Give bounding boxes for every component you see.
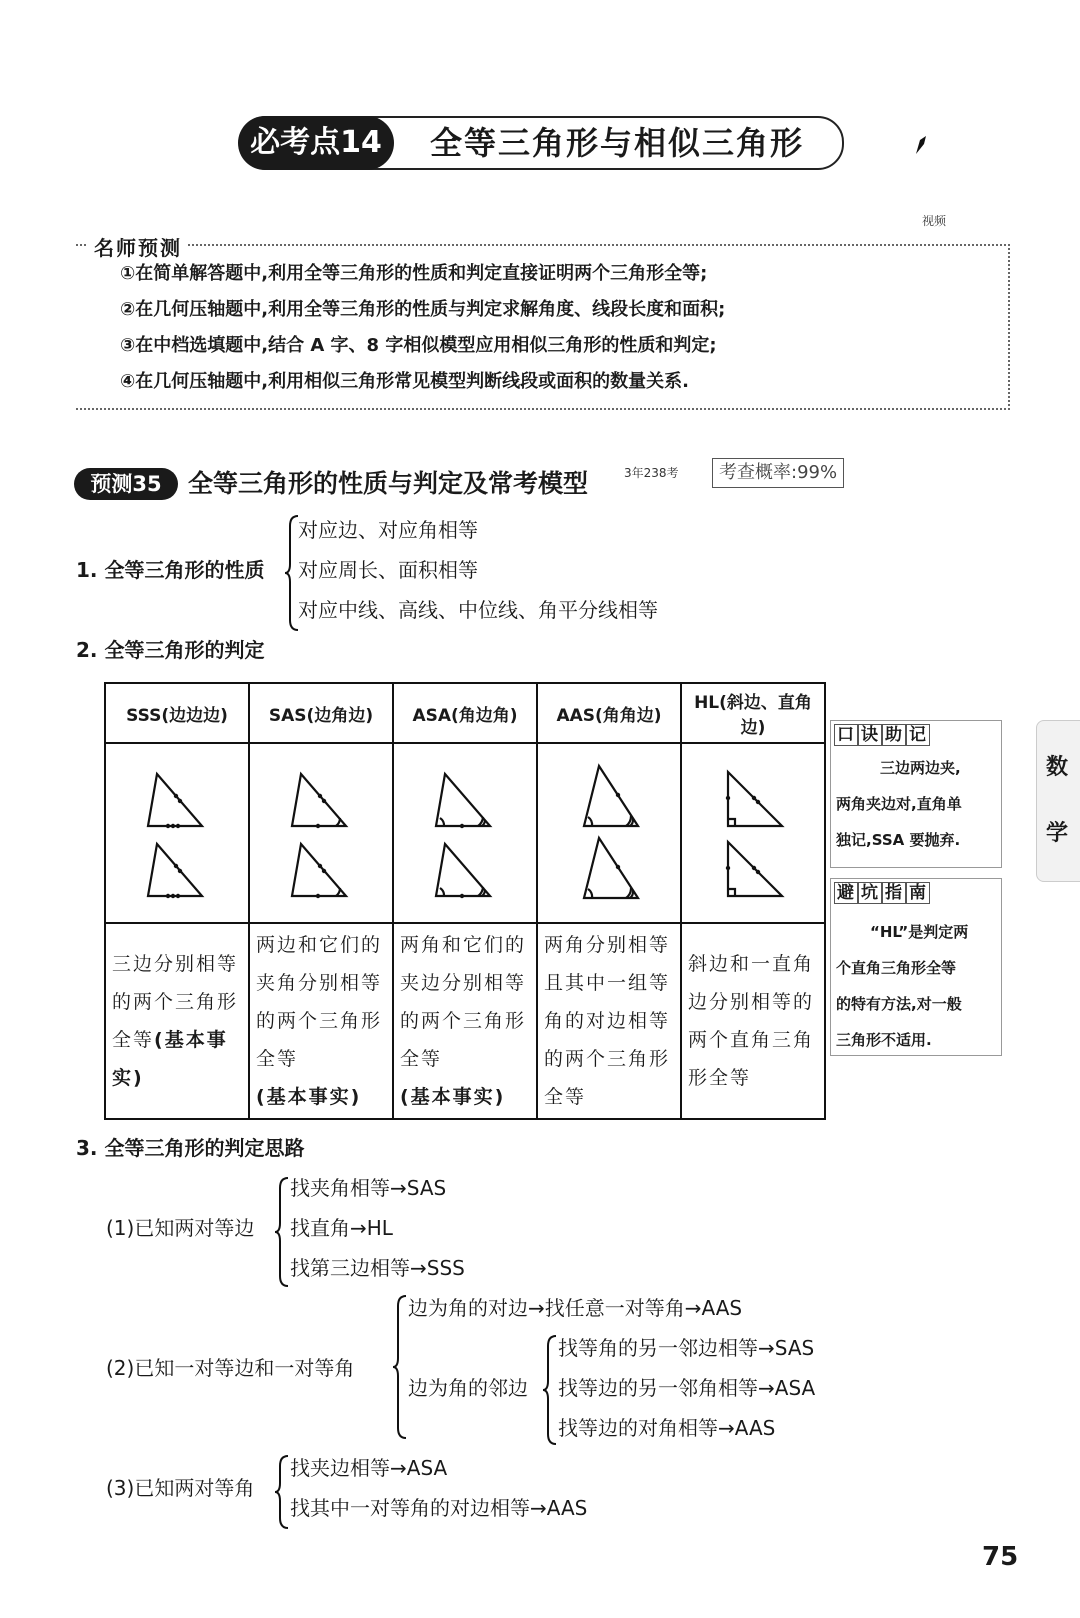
hl-text: 斜边和一直角边分别相等的两个直角三角形全等 [688, 953, 815, 1089]
aas-description [537, 923, 681, 1119]
section-exam-count: 3年238考 [624, 466, 679, 480]
video-label[interactable]: 视频 [922, 214, 947, 228]
case3-branch-2: 找其中一对等角的对边相等→AAS [290, 1496, 588, 1520]
prediction-item-3: ③在中档选填题中,结合 A 字、8 字相似模型应用相似三角形的性质和判定; [120, 335, 717, 356]
pitfall-tag-char: 指 [882, 882, 906, 904]
pitfall-line-2: 个直角三角形全等 [836, 959, 957, 977]
header-sss: SSS(边边边) [105, 683, 249, 743]
aas-text: 两角分别相等且其中一组等角的对边相等的两个三角形全等 [544, 934, 671, 1108]
memo-line-1: 三边两边夹, [880, 759, 961, 777]
item3-label: 3. 全等三角形的判定思路 [76, 1136, 305, 1160]
section-probability: 考查概率:99% [712, 458, 844, 488]
case1-branch-1: 找夹角相等→SAS [290, 1176, 447, 1200]
section-title: 全等三角形的性质与判定及常考模型 [188, 469, 589, 498]
asa-triangles-diagram [400, 746, 530, 916]
prediction-item-1: ①在简单解答题中,利用全等三角形的性质和判定直接证明两个三角形全等; [120, 263, 708, 284]
case2-adjacent-label: 边为角的邻边 [408, 1376, 528, 1400]
memo-line-3: 独记,SSA 要抛弃. [836, 831, 961, 849]
hl-figures [681, 743, 825, 923]
case1-label: (1)已知两对等边 [106, 1216, 255, 1240]
subject-tab[interactable] [1036, 720, 1080, 882]
header-badge: 必考点14 [238, 116, 394, 170]
case2-opposite: 边为角的对边→找任意一对等角→AAS [408, 1296, 743, 1320]
case1-brace [274, 1176, 290, 1288]
prediction-tag: 名师预测 [88, 232, 188, 261]
pitfall-tag [834, 878, 930, 903]
memo-line-2: 两角夹边对,直角单 [836, 795, 962, 813]
sss-triangles-diagram [112, 746, 242, 916]
aas-triangles-diagram [544, 746, 674, 916]
subject-char-2: 学 [1046, 821, 1069, 846]
prediction-item-2: ②在几何压轴题中,利用全等三角形的性质与判定求解角度、线段长度和面积; [120, 299, 726, 320]
sss-description [105, 923, 249, 1119]
header-sas: SAS(边角边) [249, 683, 393, 743]
memo-tag-char: 诀 [858, 724, 882, 746]
asa-description [393, 923, 537, 1119]
hl-triangles-diagram [688, 746, 818, 916]
pen-icon [912, 132, 932, 156]
sas-figures [249, 743, 393, 923]
sas-triangles-diagram [256, 746, 386, 916]
item1-branch-1: 对应边、对应角相等 [298, 518, 478, 542]
page-title: 全等三角形与相似三角形 [430, 124, 805, 162]
hl-description [681, 923, 825, 1119]
case2-adjacent-branch-3: 找等边的对角相等→AAS [558, 1416, 776, 1440]
item1-branch-2: 对应周长、面积相等 [298, 558, 478, 582]
case2-adjacent-branch-1: 找等角的另一邻边相等→SAS [558, 1336, 815, 1360]
sas-extra: (基本事实) [256, 1086, 362, 1108]
case2-adjacent-brace [542, 1334, 558, 1446]
memo-tag-char: 口 [834, 724, 858, 746]
item1-label: 1. 全等三角形的性质 [76, 558, 265, 582]
header-hl: HL(斜边、直角边) [681, 683, 825, 743]
section-badge: 预测35 [74, 468, 178, 500]
pitfall-line-4: 三角形不适用. [836, 1031, 932, 1049]
case3-brace [274, 1454, 290, 1530]
header-asa: ASA(角边角) [393, 683, 537, 743]
congruence-criteria-table [104, 682, 826, 1120]
item2-label: 2. 全等三角形的判定 [76, 638, 265, 662]
memo-tag [834, 720, 930, 745]
sss-text: 三边分别相等的两个三角形全等 [112, 953, 239, 1051]
asa-extra: (基本事实) [400, 1086, 506, 1108]
memo-tag-char: 记 [906, 724, 930, 746]
pitfall-tag-char: 避 [834, 882, 858, 904]
asa-figures [393, 743, 537, 923]
case3-label: (3)已知两对等角 [106, 1476, 255, 1500]
pitfall-line-1: “HL”是判定两 [870, 923, 969, 941]
prediction-item-4: ④在几何压轴题中,利用相似三角形常见模型判断线段或面积的数量关系. [120, 371, 689, 392]
case2-adjacent-branch-2: 找等边的另一邻角相等→ASA [558, 1376, 816, 1400]
case1-branch-2: 找直角→HL [290, 1216, 393, 1240]
asa-text: 两角和它们的夹边分别相等的两个三角形全等 [400, 934, 527, 1070]
sas-description [249, 923, 393, 1119]
pitfall-tag-char: 坑 [858, 882, 882, 904]
sss-figures [105, 743, 249, 923]
aas-figures [537, 743, 681, 923]
pitfall-tag-char: 南 [906, 882, 930, 904]
memo-tag-char: 助 [882, 724, 906, 746]
header-aas: AAS(角角边) [537, 683, 681, 743]
case2-brace [392, 1294, 408, 1440]
case1-branch-3: 找第三边相等→SSS [290, 1256, 465, 1280]
sas-text: 两边和它们的夹角分别相等的两个三角形全等 [256, 934, 383, 1070]
pitfall-line-3: 的特有方法,对一般 [836, 995, 962, 1013]
subject-char-1: 数 [1046, 755, 1069, 780]
case2-label: (2)已知一对等边和一对等角 [106, 1356, 355, 1380]
sss-extra: (基本事实) [112, 1029, 228, 1089]
item1-branch-3: 对应中线、高线、中位线、角平分线相等 [298, 598, 658, 622]
case3-branch-1: 找夹边相等→ASA [290, 1456, 448, 1480]
page-number: 75 [982, 1542, 1019, 1572]
